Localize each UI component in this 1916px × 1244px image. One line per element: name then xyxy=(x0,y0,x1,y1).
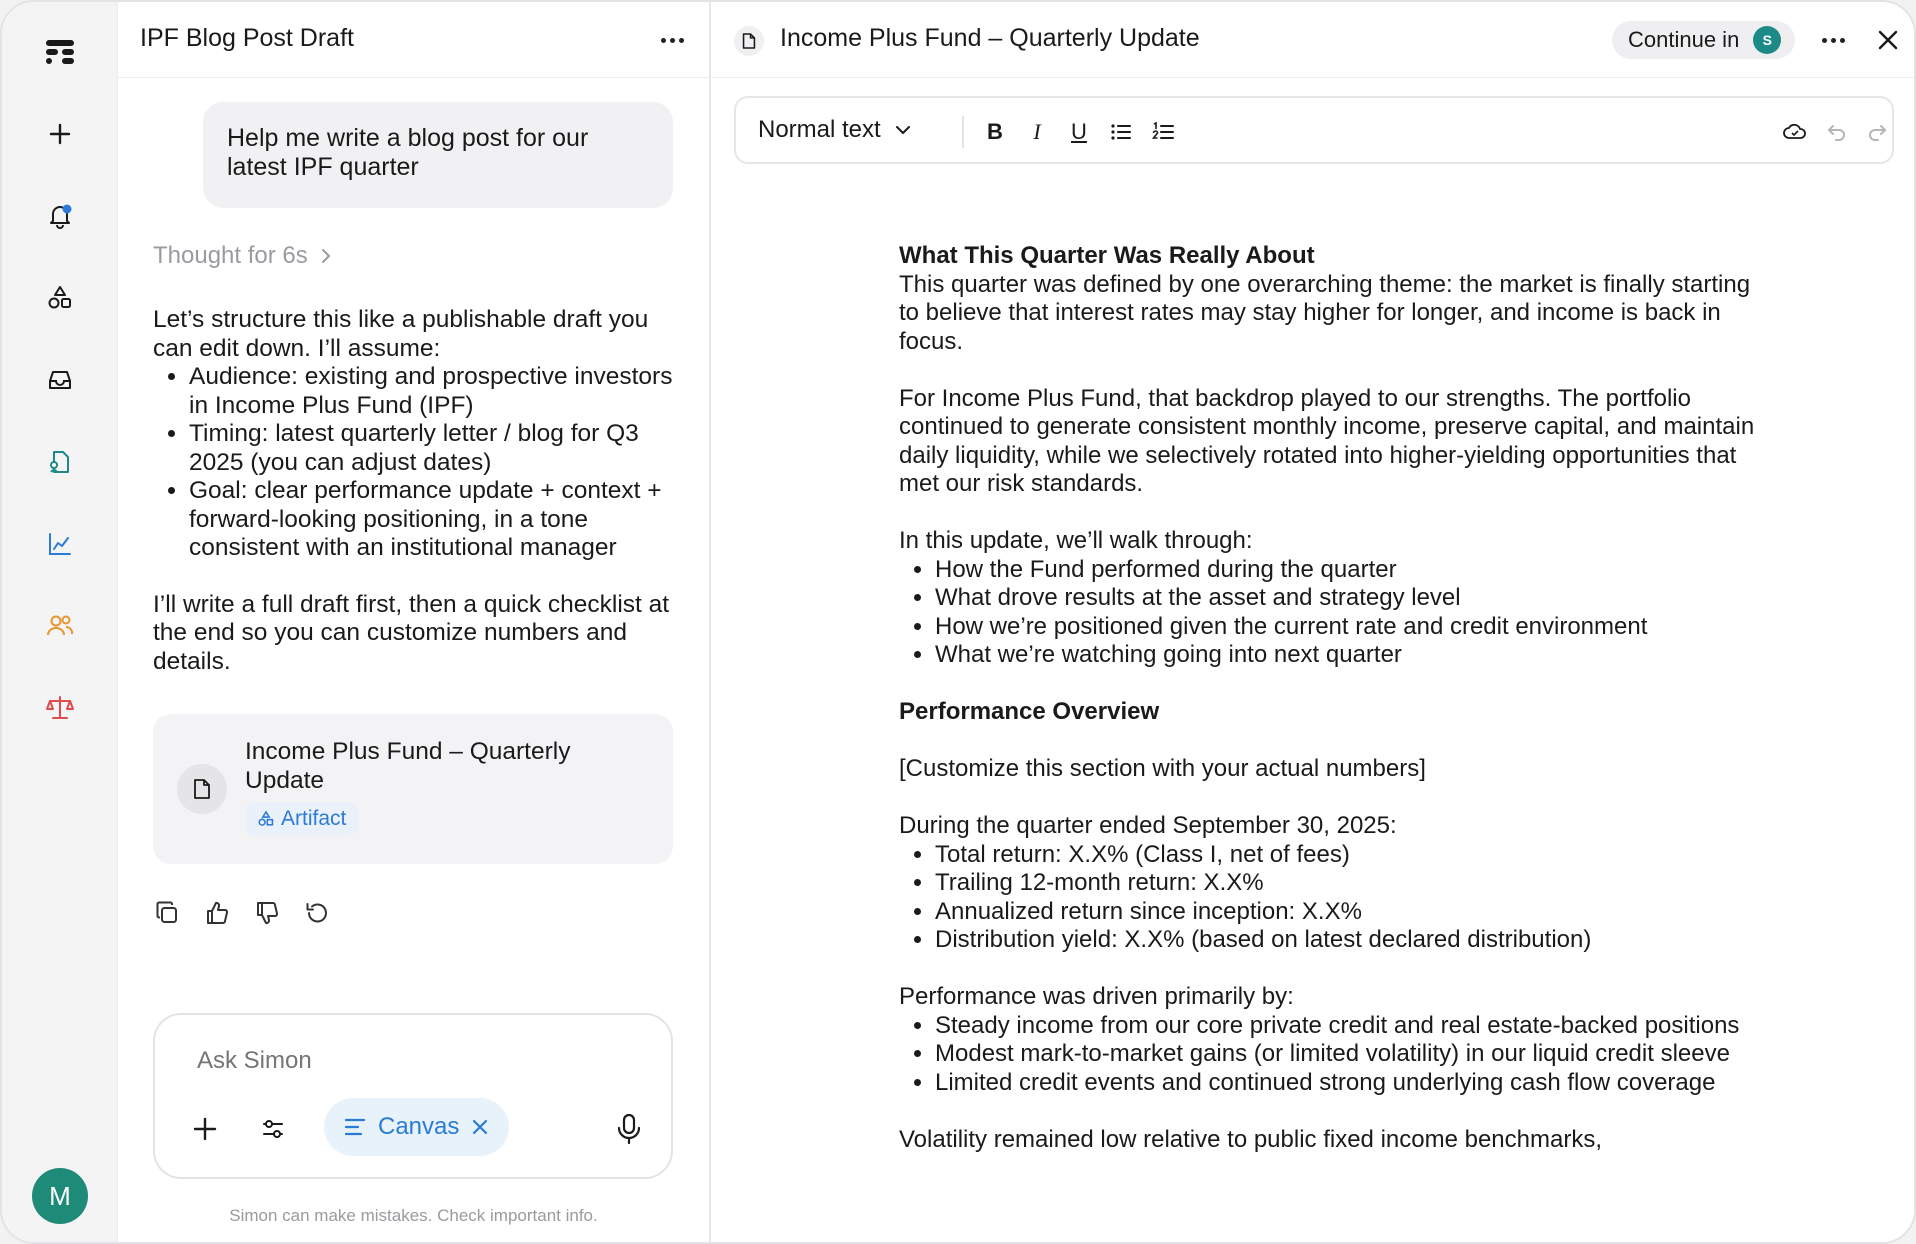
assistant-outro: I’ll write a full draft first, then a quick checklist at the end so you can customize numbers and details. xyxy=(153,590,670,675)
thought-toggle[interactable] xyxy=(153,242,332,270)
left-rail xyxy=(2,2,118,1242)
bullet-list xyxy=(935,841,1759,955)
artifact-badge xyxy=(245,802,358,836)
artifact-card[interactable] xyxy=(153,714,673,864)
list-item: • How we’re positioned given the current rate and credit environment xyxy=(935,613,1759,642)
regenerate-icon[interactable] xyxy=(303,899,331,927)
assistant-message xyxy=(153,306,683,676)
tools-sliders-icon[interactable] xyxy=(255,1111,291,1147)
assumption-list xyxy=(189,363,683,563)
list-item: • Limited credit events and continued strong underlying cash flow coverage xyxy=(935,1069,1759,1098)
section-heading: Performance Overview xyxy=(899,698,1160,725)
list-item: • Trailing 12-month return: X.X% xyxy=(935,869,1759,898)
copy-icon[interactable] xyxy=(153,899,181,927)
assistant-intro: Let’s structure this like a publishable draft you can edit down. I’ll assume: xyxy=(153,306,649,362)
chart-icon[interactable] xyxy=(40,524,80,564)
composer xyxy=(153,1013,673,1179)
numbered-list-icon[interactable] xyxy=(1148,116,1178,148)
chat-title: IPF Blog Post Draft xyxy=(140,24,354,52)
toolbar-divider xyxy=(962,116,964,148)
close-icon[interactable] xyxy=(1874,26,1902,54)
chat-more-icon[interactable] xyxy=(661,38,684,43)
bullet-list xyxy=(935,1012,1759,1098)
bold-button[interactable]: B xyxy=(987,119,1003,144)
ask-input[interactable] xyxy=(197,1047,597,1075)
document-panel xyxy=(712,2,1916,1242)
list-item: • Distribution yield: X.X% (based on latest declared distribution) xyxy=(935,926,1759,955)
undo-icon[interactable] xyxy=(1822,116,1852,148)
list-item: • What drove results at the asset and strategy level xyxy=(935,584,1759,613)
scale-icon[interactable] xyxy=(40,688,80,728)
section-heading: What This Quarter Was Really About xyxy=(899,242,1315,269)
italic-button[interactable]: I xyxy=(1033,119,1041,144)
file-icon xyxy=(734,26,764,56)
artifact-title: Income Plus Fund – Quarterly Update xyxy=(245,738,571,794)
document-icon[interactable] xyxy=(40,442,80,482)
logo-icon[interactable] xyxy=(40,32,80,72)
format-toolbar xyxy=(734,96,1894,164)
canvas-chip-label: Canvas xyxy=(378,1113,460,1140)
list-item: • Steady income from our core private credit and real estate-backed positions xyxy=(935,1012,1759,1041)
paragraph: Performance was driven primarily by: xyxy=(899,983,1294,1010)
user-avatar[interactable]: M xyxy=(32,1168,88,1224)
message-actions xyxy=(153,899,331,927)
continue-in-label: Continue in xyxy=(1628,27,1740,52)
continue-in-button[interactable] xyxy=(1612,21,1795,59)
list-item: • Goal: clear performance update + context + forward-looking positioning, in a tone consistent with an institutional manager xyxy=(189,477,683,563)
people-icon[interactable] xyxy=(40,606,80,646)
paragraph: During the quarter ended September 30, 2025: xyxy=(899,812,1397,839)
chevron-down-icon xyxy=(895,125,911,135)
shapes-icon[interactable] xyxy=(40,278,80,318)
underline-button[interactable]: U xyxy=(1071,119,1087,144)
canvas-chip[interactable] xyxy=(324,1098,509,1156)
shapes-icon xyxy=(257,810,275,828)
paragraph: For Income Plus Fund, that backdrop played to our strengths. The portfolio continued to generate consistent monthly income, preserve capital, and maintain daily liquidity, while we selectively rotated into higher-yielding opportunities that met our risk standards. xyxy=(899,384,1755,497)
document-header xyxy=(712,2,1916,78)
notifications-icon[interactable] xyxy=(40,196,80,236)
paragraph: Volatility remained low relative to public fixed income benchmarks, xyxy=(899,1125,1602,1153)
chevron-right-icon xyxy=(320,247,332,265)
document-title: Income Plus Fund – Quarterly Update xyxy=(780,24,1200,52)
inbox-icon[interactable] xyxy=(40,360,80,400)
paragraph: [Customize this section with your actual numbers] xyxy=(899,755,1426,782)
thumbs-up-icon[interactable] xyxy=(203,899,231,927)
list-item: • Annualized return since inception: X.X% xyxy=(935,898,1759,927)
bullet-list-icon[interactable] xyxy=(1106,116,1136,148)
list-item: • Total return: X.X% (Class I, net of fees) xyxy=(935,841,1759,870)
document-body[interactable] xyxy=(899,242,1759,1154)
thought-label: Thought for 6s xyxy=(153,242,308,269)
file-icon xyxy=(177,764,227,814)
artifact-tag-label: Artifact xyxy=(281,807,347,830)
disclaimer: Simon can make mistakes. Check important info. xyxy=(229,1206,598,1225)
text-lines-icon xyxy=(344,1117,366,1137)
new-chat-icon[interactable] xyxy=(40,114,80,154)
document-more-icon[interactable] xyxy=(1822,38,1845,43)
user-message: Help me write a blog post for our latest IPF quarter xyxy=(203,102,673,208)
remove-chip-icon[interactable] xyxy=(471,1118,489,1136)
list-item: • What we’re watching going into next quarter xyxy=(935,641,1759,670)
paragraph: This quarter was defined by one overarching theme: the market is finally starting to believe that interest rates may stay higher for longer, and income is back in focus. xyxy=(899,270,1751,355)
list-item: • Modest mark-to-market gains (or limited volatility) in our liquid credit sleeve xyxy=(935,1040,1759,1069)
list-item: • Audience: existing and prospective investors in Income Plus Fund (IPF) xyxy=(189,363,683,420)
attach-plus-icon[interactable] xyxy=(187,1111,223,1147)
bullet-list xyxy=(935,556,1759,670)
sharepoint-logo-icon: S xyxy=(1753,26,1781,54)
text-style-label: Normal text xyxy=(758,116,881,143)
thumbs-down-icon[interactable] xyxy=(253,899,281,927)
list-item: • How the Fund performed during the quarter xyxy=(935,556,1759,585)
list-item: • Timing: latest quarterly letter / blog for Q3 2025 (you can adjust dates) xyxy=(189,420,683,477)
paragraph: In this update, we’ll walk through: xyxy=(899,527,1253,554)
chat-panel xyxy=(118,2,711,1242)
microphone-icon[interactable] xyxy=(609,1109,649,1149)
text-style-select[interactable] xyxy=(758,116,911,144)
cloud-sync-icon[interactable] xyxy=(1780,116,1810,148)
redo-icon[interactable] xyxy=(1862,116,1892,148)
chat-header xyxy=(118,2,709,78)
